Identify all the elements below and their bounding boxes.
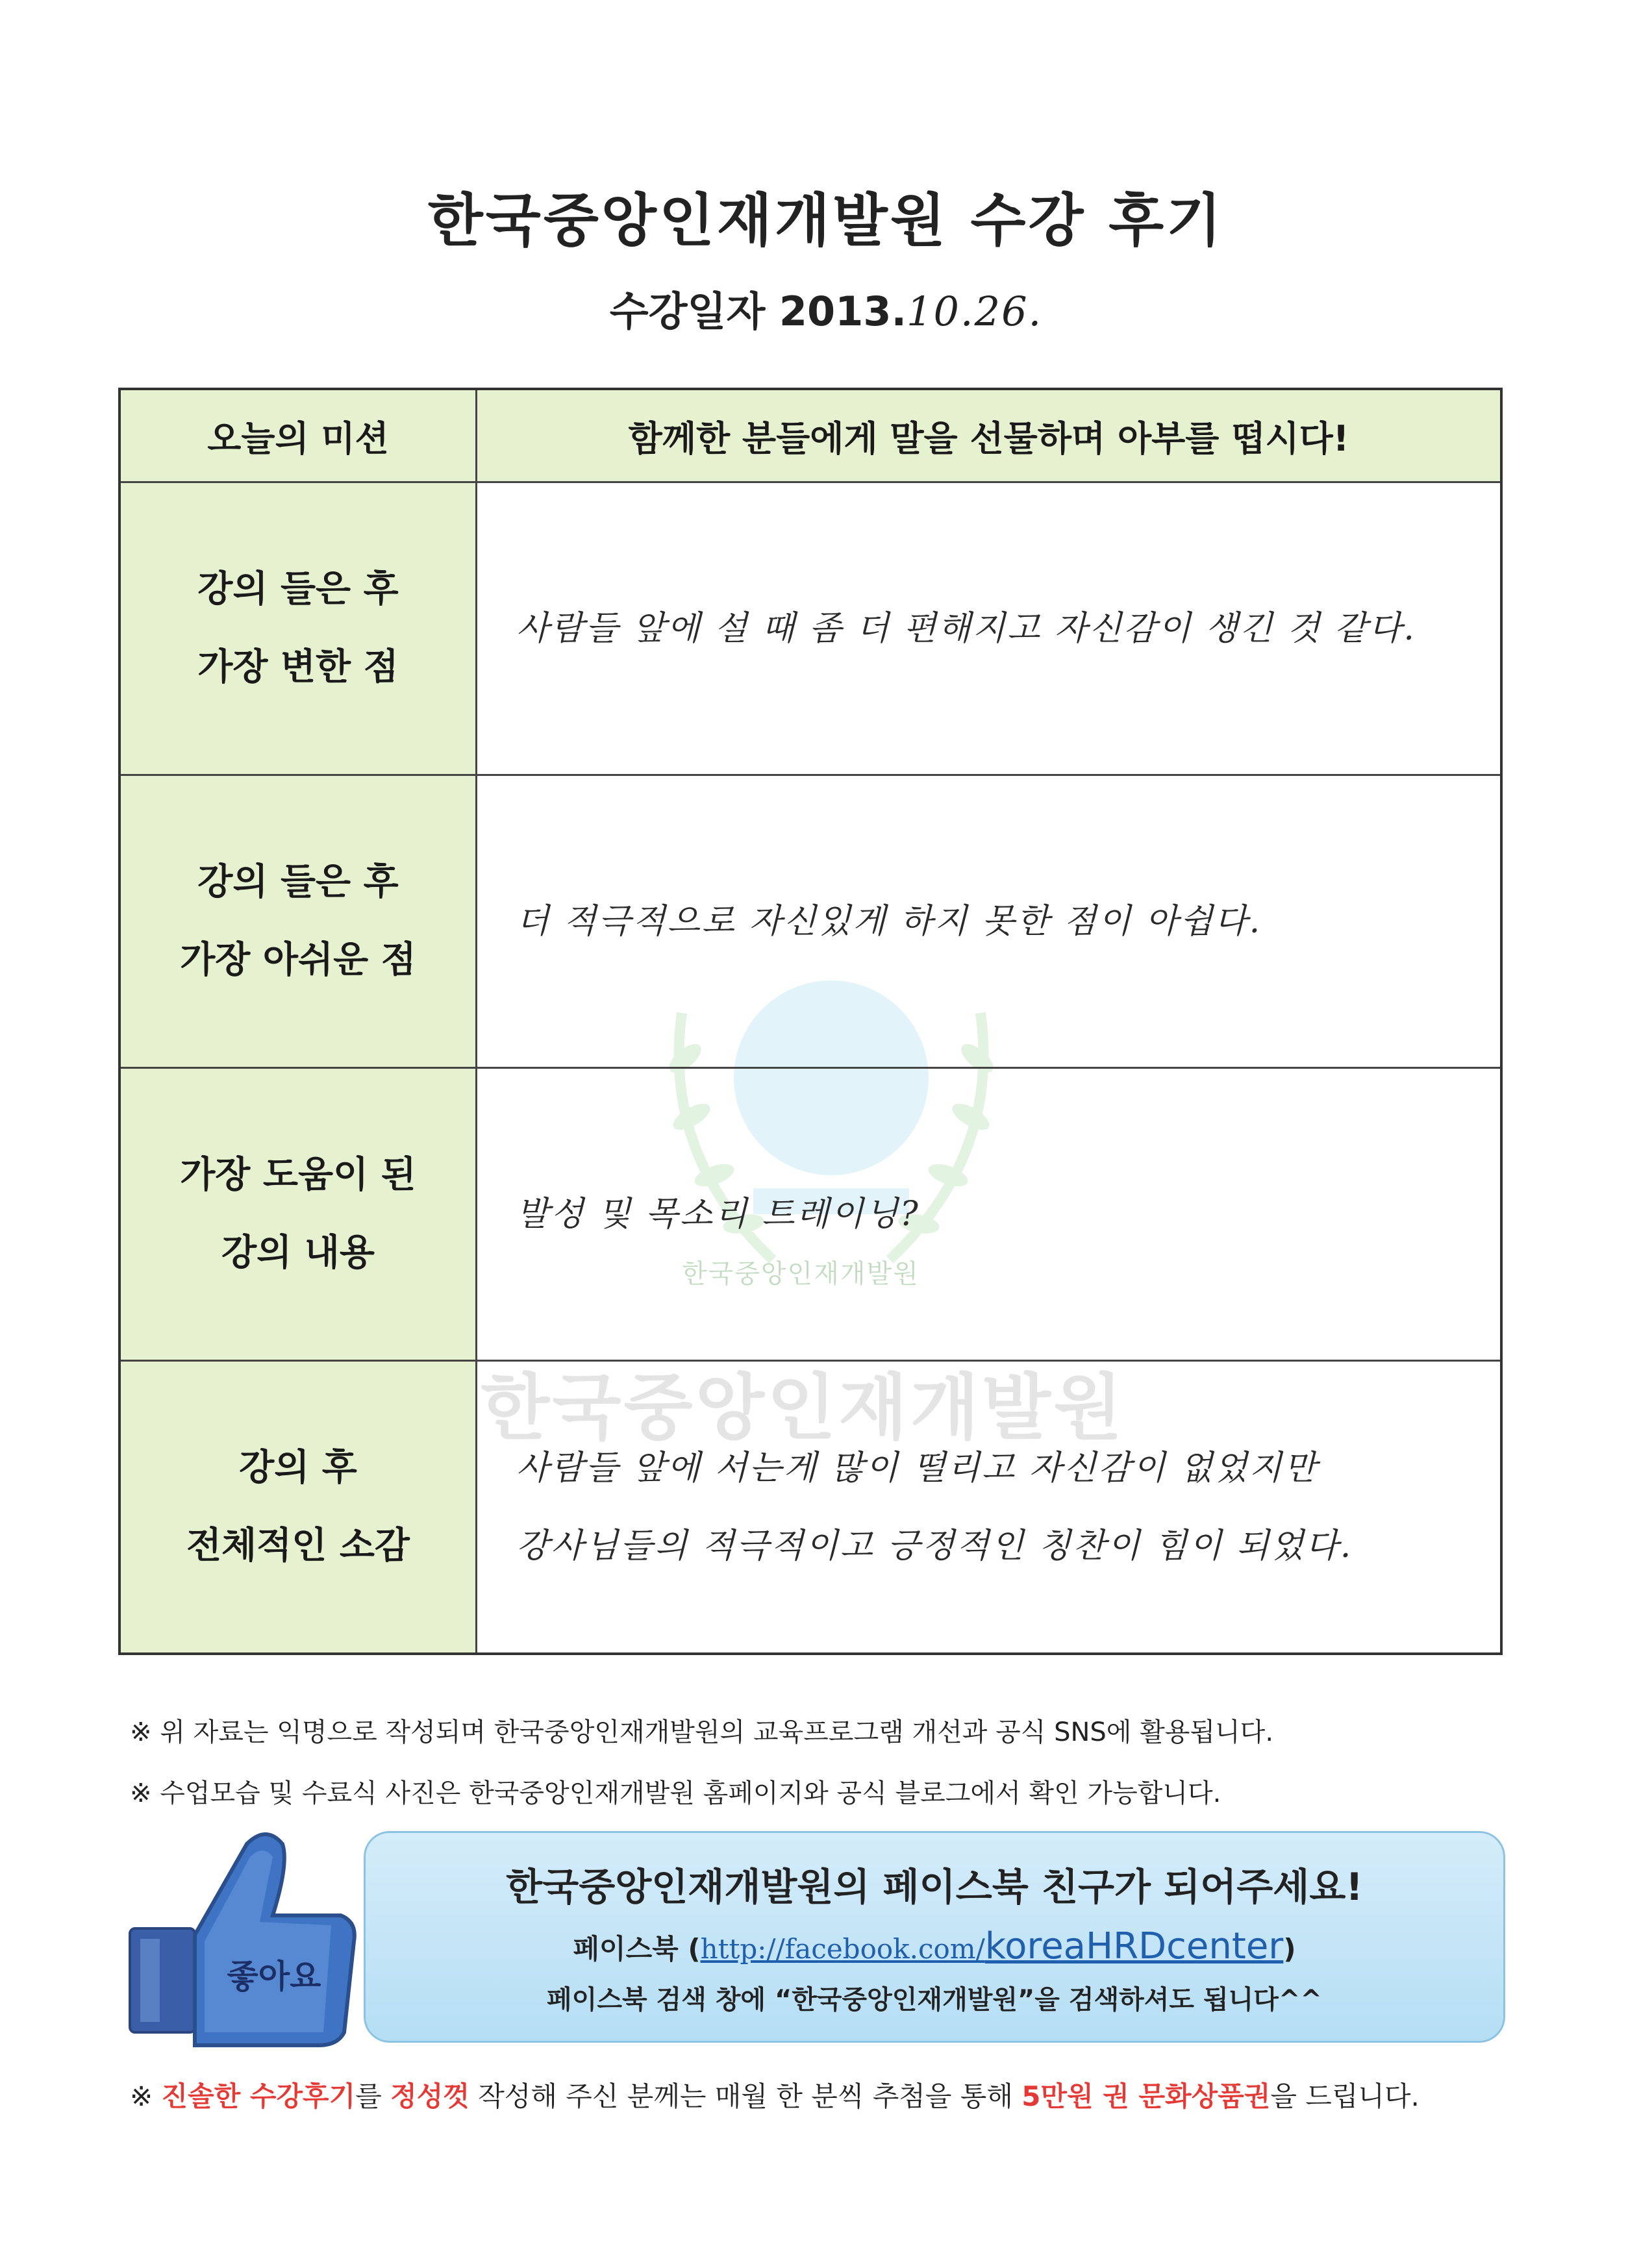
answer-field[interactable]	[477, 775, 1502, 1068]
question-line: 전체적인 소감	[186, 1525, 410, 1567]
prize-note-highlight: 정성껏	[390, 2080, 469, 2112]
facebook-link-line	[366, 1925, 1503, 1967]
answer-field[interactable]	[477, 1361, 1502, 1654]
question-line: 강의 후	[239, 1447, 357, 1489]
question-line: 가장 변한 점	[197, 646, 399, 688]
table-row	[119, 1068, 1501, 1361]
facebook-link-prefix: 페이스북 (	[573, 1933, 701, 1965]
facebook-title: 한국중앙인재개발원의 페이스북 친구가 되어주세요!	[506, 1865, 1363, 1909]
mission-row	[119, 389, 1501, 482]
form-title: 한국중앙인재개발원 수강 후기	[427, 187, 1225, 254]
question-label	[119, 1361, 477, 1654]
mission-label: 오늘의 미션	[119, 389, 477, 482]
prize-note-part: ※	[130, 2080, 162, 2112]
answer-line: 더 적극적으로 자신있게 하지 못한 점이 아쉽다.	[516, 902, 1262, 941]
facebook-search-text: 페이스북 검색 창에 “한국중앙인재개발원”을 검색하셔도 됩니다^^	[547, 1985, 1322, 2015]
prize-note-part: 을 드립니다.	[1270, 2080, 1420, 2112]
prize-note-highlight: 5만원 권 문화상품권	[1021, 2080, 1271, 2112]
like-label: 좋아요	[227, 1958, 321, 1995]
answer-field[interactable]	[477, 482, 1502, 775]
table-row	[119, 482, 1501, 775]
prize-note-part: 를	[355, 2080, 391, 2112]
table-row	[119, 775, 1501, 1068]
answer-field[interactable]	[477, 1068, 1502, 1361]
question-line: 가장 도움이 된	[180, 1154, 416, 1196]
answer-line: 사람들 앞에 설 때 좀 더 편해지고 자신감이 생긴 것 같다.	[516, 609, 1416, 648]
question-label	[119, 482, 477, 775]
table-row	[119, 1361, 1501, 1654]
question-line: 가장 아쉬운 점	[180, 939, 416, 981]
answer-line: 발성 및 목소리 트레이닝?	[516, 1195, 920, 1234]
answer-line: 강사님들의 적극적이고 긍정적인 칭찬이 힘이 되었다.	[516, 1527, 1353, 1565]
photo-note: ※ 수업모습 및 수료식 사진은 한국중앙인재개발원 홈페이지와 공식 블로그에서 확인 가능합니다.	[130, 1778, 1221, 1808]
privacy-note: ※ 위 자료는 익명으로 작성되며 한국중앙인재개발원의 교육프로그램 개선과 공식 SNS에 활용됩니다.	[130, 1717, 1274, 1747]
question-label	[119, 775, 477, 1068]
date-handwritten: 10.26.	[907, 288, 1043, 335]
question-line: 강의 들은 후	[197, 861, 399, 903]
facebook-url-page[interactable]: koreaHRDcenter	[984, 1925, 1284, 1967]
emblem-caption: 한국중앙인재개발원	[682, 1259, 920, 1289]
prize-note-highlight: 진솔한 수강후기	[161, 2080, 356, 2112]
course-date	[0, 279, 1652, 337]
question-line: 강의 들은 후	[197, 568, 399, 610]
answer-line: 사람들 앞에 서는게 많이 떨리고 자신감이 없었지만	[516, 1449, 1319, 1488]
facebook-link-suffix: )	[1283, 1933, 1296, 1965]
prize-note-part: 작성해 주신 분께는 매월 한 분씩 추첨을 통해	[469, 2080, 1022, 2112]
facebook-url-host[interactable]: http://facebook.com/	[700, 1933, 985, 1965]
mission-text: 함께한 분들에게 말을 선물하며 아부를 떱시다!	[477, 389, 1502, 482]
thumbs-up-icon	[117, 1818, 364, 2052]
question-line: 강의 내용	[221, 1232, 375, 1274]
date-label: 수강일자 2013.	[609, 288, 907, 335]
question-label	[119, 1068, 477, 1361]
review-form-table	[118, 388, 1503, 1655]
facebook-banner	[364, 1831, 1505, 2043]
prize-note	[130, 2075, 1420, 2114]
watermark-text: 한국중앙인재개발원	[481, 1366, 1125, 1449]
